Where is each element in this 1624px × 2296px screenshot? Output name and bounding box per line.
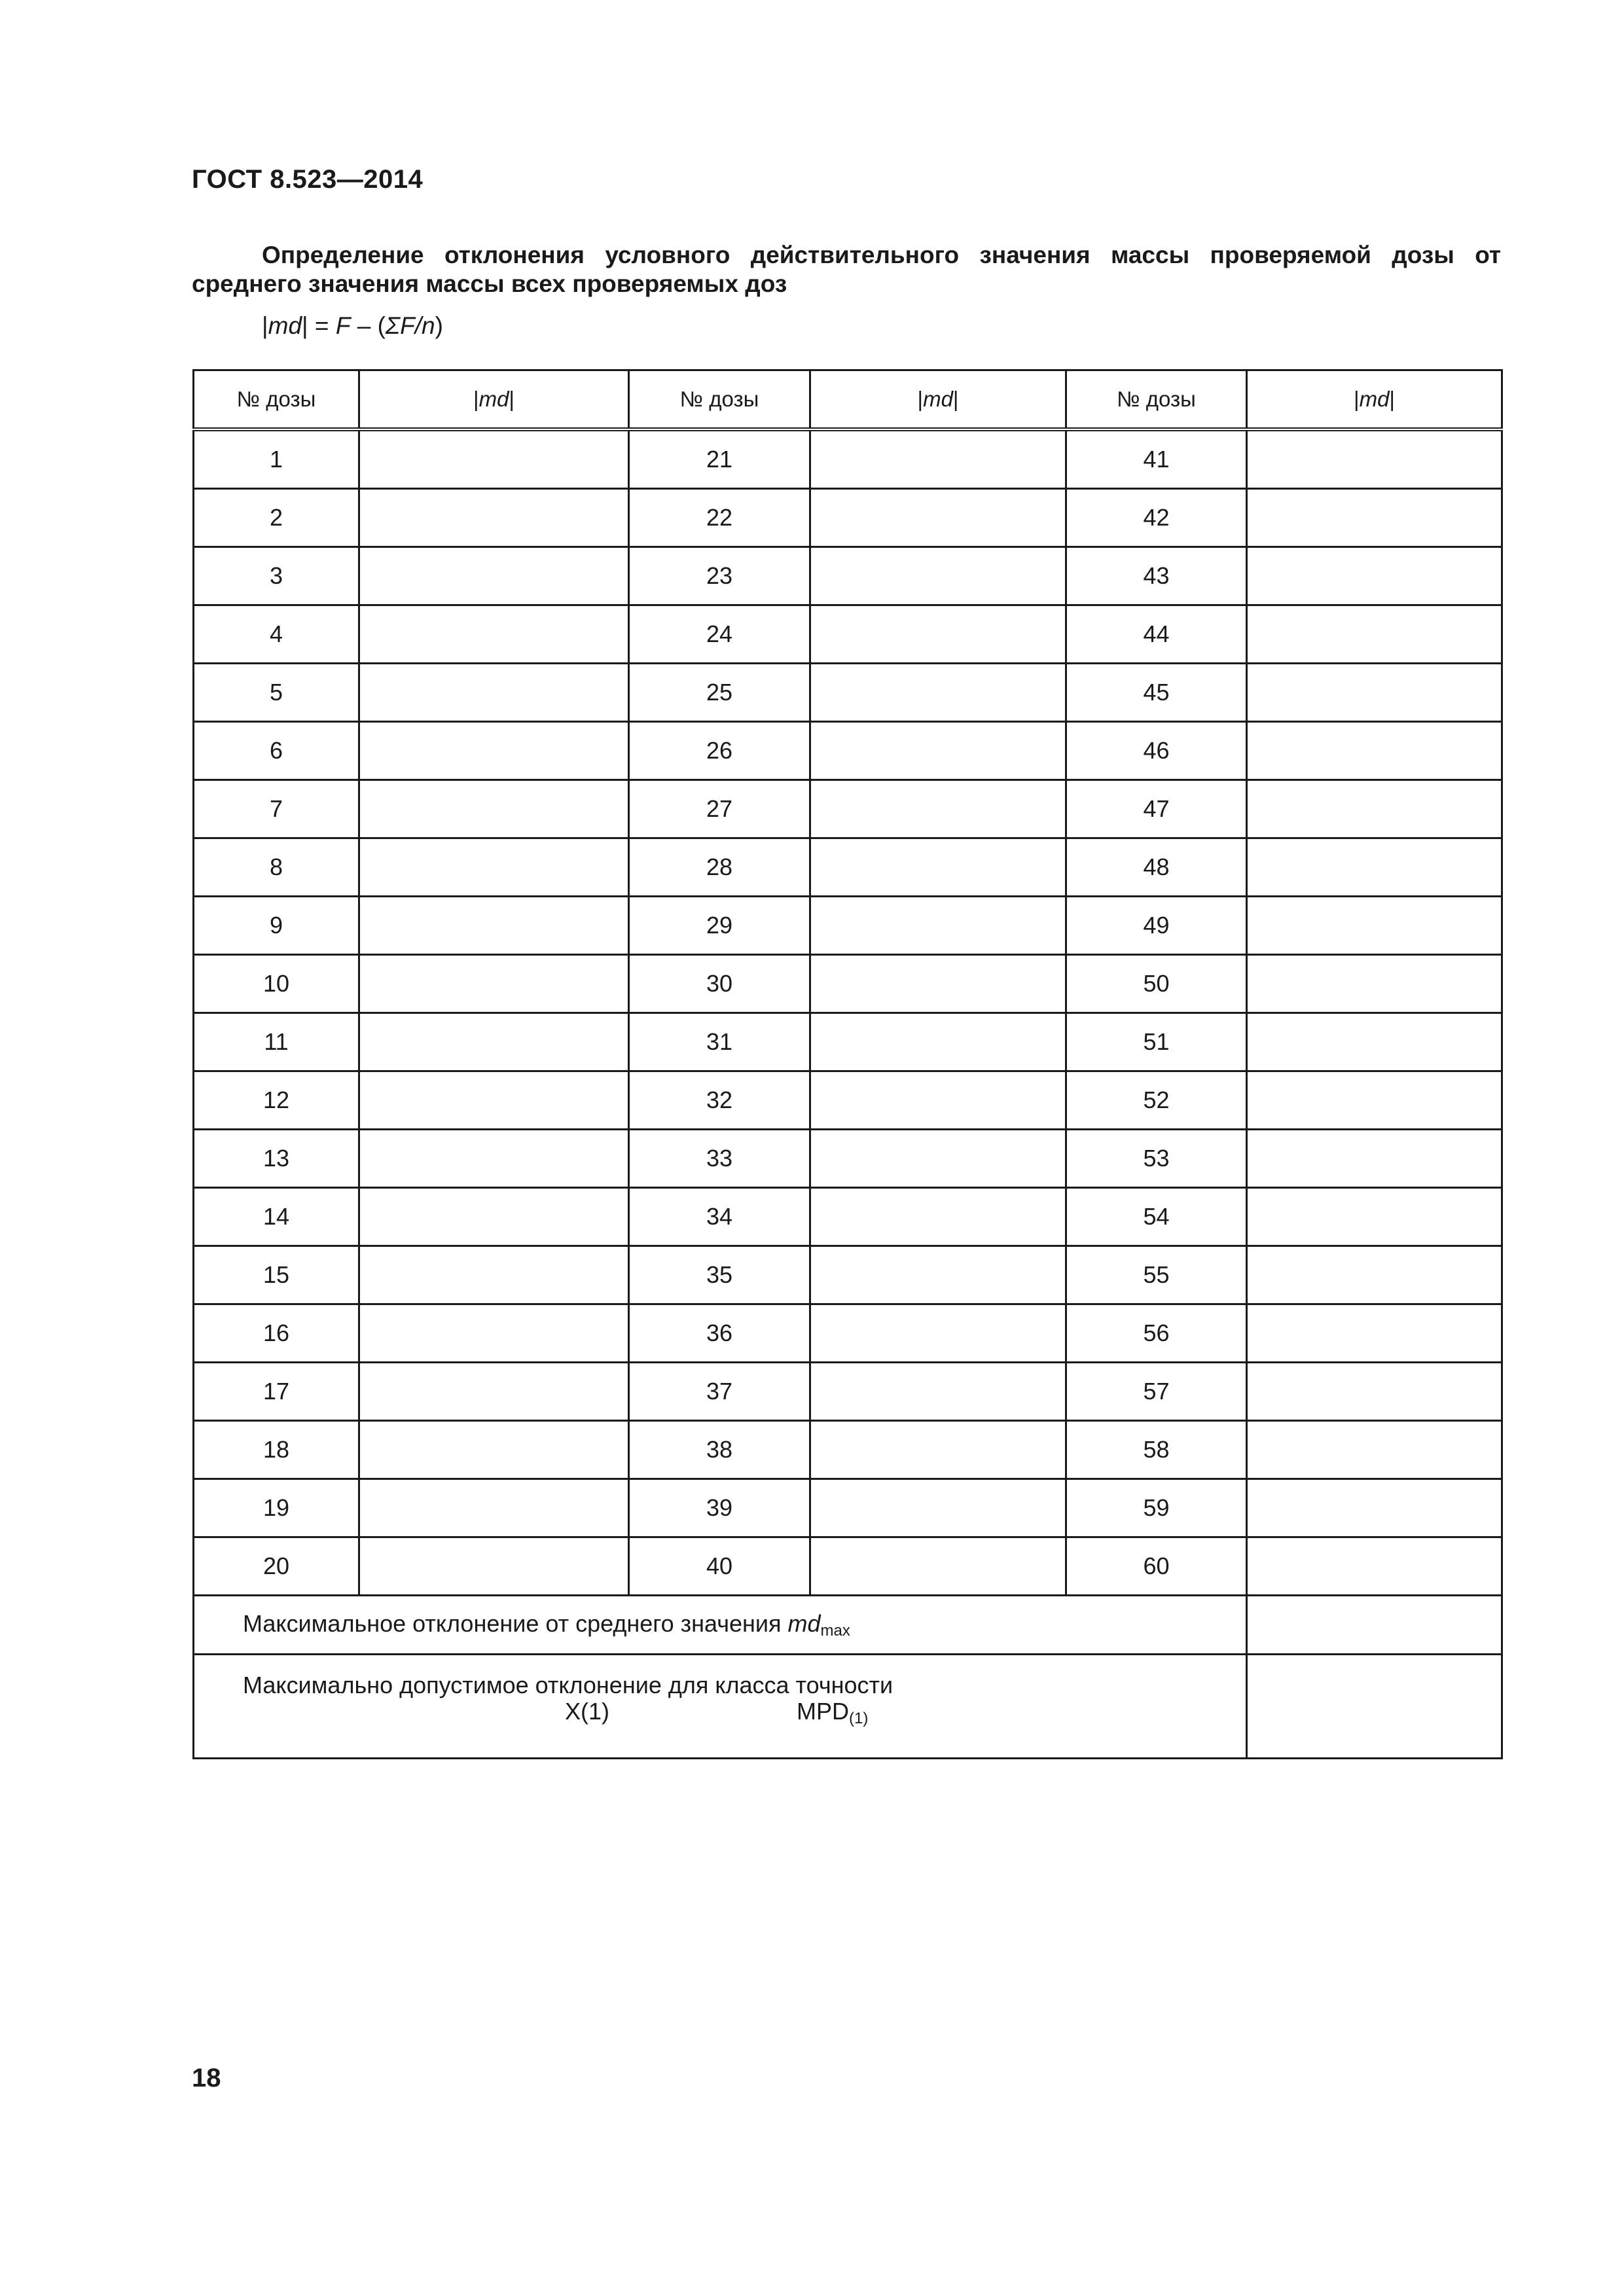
- dose-number-cell: 8: [194, 838, 359, 897]
- dose-number-cell: 50: [1066, 955, 1247, 1013]
- table-row: [194, 955, 1502, 1013]
- formula: |md| = F – (ΣF/n): [262, 312, 443, 339]
- dose-number-cell: 37: [629, 1363, 810, 1421]
- dose-number-cell: 11: [194, 1013, 359, 1071]
- md-value-cell[interactable]: [359, 547, 629, 605]
- md-value-cell[interactable]: [1247, 429, 1502, 489]
- md-value-cell[interactable]: [810, 1246, 1066, 1304]
- md-value-cell[interactable]: [359, 838, 629, 897]
- md-value-cell[interactable]: [359, 722, 629, 780]
- md-value-cell[interactable]: [1247, 1071, 1502, 1130]
- md-value-cell[interactable]: [359, 1130, 629, 1188]
- dose-number-cell: 43: [1066, 547, 1247, 605]
- md-value-cell[interactable]: [810, 1479, 1066, 1537]
- page-number: 18: [192, 2064, 221, 2092]
- dose-number-cell: 45: [1066, 664, 1247, 722]
- md-value-cell[interactable]: [1247, 1363, 1502, 1421]
- max-deviation-row: [194, 1596, 1502, 1655]
- md-value-cell[interactable]: [1247, 1013, 1502, 1071]
- dose-number-cell: 4: [194, 605, 359, 664]
- document-code: ГОСТ 8.523—2014: [192, 165, 424, 194]
- md-value-cell[interactable]: [1247, 489, 1502, 547]
- mpd-label-cell: [194, 1655, 1247, 1759]
- dose-number-cell: 51: [1066, 1013, 1247, 1071]
- dose-number-cell: 23: [629, 547, 810, 605]
- dose-number-cell: 18: [194, 1421, 359, 1479]
- dose-number-cell: 40: [629, 1537, 810, 1596]
- mpd-symbol: $MPD_{(1)}$: [797, 1698, 869, 1727]
- dose-number-cell: 34: [629, 1188, 810, 1246]
- dose-number-cell: 9: [194, 897, 359, 955]
- md-value-cell[interactable]: [810, 1130, 1066, 1188]
- md-value-cell[interactable]: [1247, 1246, 1502, 1304]
- md-value-cell[interactable]: [1247, 838, 1502, 897]
- dose-number-cell: 38: [629, 1421, 810, 1479]
- md-value-cell[interactable]: [1247, 605, 1502, 664]
- table-row: [194, 429, 1502, 489]
- table-row: [194, 1013, 1502, 1071]
- dose-number-cell: 15: [194, 1246, 359, 1304]
- md-value-cell[interactable]: [1247, 547, 1502, 605]
- md-value-cell[interactable]: [1247, 1188, 1502, 1246]
- md-value-cell[interactable]: [1247, 1130, 1502, 1188]
- dose-number-cell: 25: [629, 664, 810, 722]
- md-value-cell[interactable]: [359, 1421, 629, 1479]
- dose-number-cell: 29: [629, 897, 810, 955]
- dose-number-cell: 21: [629, 429, 810, 489]
- md-value-cell[interactable]: [1247, 1421, 1502, 1479]
- dose-number-cell: 30: [629, 955, 810, 1013]
- dose-number-cell: 17: [194, 1363, 359, 1421]
- md-value-cell[interactable]: [810, 1537, 1066, 1596]
- md-value-cell[interactable]: [810, 1013, 1066, 1071]
- table-row: [194, 1537, 1502, 1596]
- table-row: [194, 1363, 1502, 1421]
- dose-number-cell: 53: [1066, 1130, 1247, 1188]
- md-value-cell[interactable]: [810, 547, 1066, 605]
- table-row: [194, 897, 1502, 955]
- table-row: [194, 1188, 1502, 1246]
- dose-number-cell: 10: [194, 955, 359, 1013]
- dose-number-cell: 3: [194, 547, 359, 605]
- table-row: [194, 1479, 1502, 1537]
- md-value-cell[interactable]: [810, 955, 1066, 1013]
- dose-number-cell: 49: [1066, 897, 1247, 955]
- mpd-label: Максимально допустимое отклонение для класса точности: [243, 1672, 893, 1698]
- mpd-value-cell[interactable]: [1247, 1655, 1502, 1759]
- table-row: [194, 1246, 1502, 1304]
- md-value-cell[interactable]: [810, 838, 1066, 897]
- md-value-cell[interactable]: [359, 605, 629, 664]
- md-value-cell[interactable]: [359, 955, 629, 1013]
- md-value-cell[interactable]: [810, 605, 1066, 664]
- dose-number-cell: 32: [629, 1071, 810, 1130]
- md-value-cell[interactable]: [359, 489, 629, 547]
- md-value-cell[interactable]: [810, 780, 1066, 838]
- md-value-cell[interactable]: [359, 897, 629, 955]
- dose-number-cell: 2: [194, 489, 359, 547]
- dose-number-cell: 19: [194, 1479, 359, 1537]
- table-row: [194, 780, 1502, 838]
- md-value-cell[interactable]: [810, 722, 1066, 780]
- dose-number-cell: 60: [1066, 1537, 1247, 1596]
- dose-number-cell: 31: [629, 1013, 810, 1071]
- table-row: [194, 489, 1502, 547]
- table-row: [194, 547, 1502, 605]
- dose-number-cell: 56: [1066, 1304, 1247, 1363]
- dose-number-cell: 22: [629, 489, 810, 547]
- dose-number-cell: 52: [1066, 1071, 1247, 1130]
- dose-number-cell: 27: [629, 780, 810, 838]
- header-dose-number: № дозы: [1066, 370, 1247, 430]
- header-md: |md|: [1247, 370, 1502, 430]
- md-value-cell[interactable]: [810, 1188, 1066, 1246]
- md-value-cell[interactable]: [810, 897, 1066, 955]
- dose-number-cell: 14: [194, 1188, 359, 1246]
- md-value-cell[interactable]: [359, 1479, 629, 1537]
- table-row: [194, 722, 1502, 780]
- header-md: |md|: [810, 370, 1066, 430]
- dose-number-cell: 7: [194, 780, 359, 838]
- table-row: [194, 1071, 1502, 1130]
- dose-number-cell: 36: [629, 1304, 810, 1363]
- dose-number-cell: 24: [629, 605, 810, 664]
- max-deviation-value-cell[interactable]: [1247, 1596, 1502, 1655]
- md-value-cell[interactable]: [1247, 1537, 1502, 1596]
- dose-number-cell: 5: [194, 664, 359, 722]
- md-value-cell[interactable]: [1247, 1479, 1502, 1537]
- dose-number-cell: 26: [629, 722, 810, 780]
- md-value-cell[interactable]: [359, 664, 629, 722]
- accuracy-class-value: X(1): [565, 1698, 610, 1725]
- md-value-cell[interactable]: [359, 1537, 629, 1596]
- dose-number-cell: 54: [1066, 1188, 1247, 1246]
- dose-number-cell: 20: [194, 1537, 359, 1596]
- dose-number-cell: 44: [1066, 605, 1247, 664]
- dose-number-cell: 35: [629, 1246, 810, 1304]
- md-value-cell[interactable]: [810, 664, 1066, 722]
- dose-number-cell: 39: [629, 1479, 810, 1537]
- max-deviation-label: Максимальное отклонение от среднего значения $md_{max}$: [194, 1596, 1247, 1655]
- dose-number-cell: 6: [194, 722, 359, 780]
- dose-number-cell: 13: [194, 1130, 359, 1188]
- table-row: [194, 1421, 1502, 1479]
- md-value-cell[interactable]: [1247, 780, 1502, 838]
- dose-number-cell: 16: [194, 1304, 359, 1363]
- dose-number-cell: 48: [1066, 838, 1247, 897]
- dose-number-cell: 58: [1066, 1421, 1247, 1479]
- dose-number-cell: 42: [1066, 489, 1247, 547]
- dose-number-cell: 33: [629, 1130, 810, 1188]
- dose-number-cell: 41: [1066, 429, 1247, 489]
- header-dose-number: № дозы: [194, 370, 359, 430]
- md-value-cell[interactable]: [1247, 664, 1502, 722]
- dose-number-cell: 28: [629, 838, 810, 897]
- header-md: |md|: [359, 370, 629, 430]
- dose-number-cell: 12: [194, 1071, 359, 1130]
- md-value-cell[interactable]: [810, 1071, 1066, 1130]
- table-row: [194, 1304, 1502, 1363]
- md-value-cell[interactable]: [810, 1363, 1066, 1421]
- md-value-cell[interactable]: [1247, 1304, 1502, 1363]
- table-row: [194, 1130, 1502, 1188]
- dose-number-cell: 59: [1066, 1479, 1247, 1537]
- table-header-row: [194, 370, 1502, 430]
- md-value-cell[interactable]: [810, 429, 1066, 489]
- dose-number-cell: 47: [1066, 780, 1247, 838]
- table-row: [194, 838, 1502, 897]
- dose-number-cell: 46: [1066, 722, 1247, 780]
- md-value-cell[interactable]: [810, 1421, 1066, 1479]
- md-value-cell[interactable]: [1247, 722, 1502, 780]
- dose-number-cell: 1: [194, 429, 359, 489]
- md-value-cell[interactable]: [359, 1304, 629, 1363]
- md-value-cell[interactable]: [359, 1013, 629, 1071]
- dose-number-cell: 57: [1066, 1363, 1247, 1421]
- mpd-row: [194, 1655, 1502, 1759]
- md-value-cell[interactable]: [1247, 897, 1502, 955]
- md-value-cell[interactable]: [359, 1188, 629, 1246]
- md-value-cell[interactable]: [810, 1304, 1066, 1363]
- table-row: [194, 664, 1502, 722]
- dose-number-cell: 55: [1066, 1246, 1247, 1304]
- deviation-table: [192, 369, 1503, 1759]
- intro-paragraph: Определение отклонения условного действительного значения массы проверяемой дозы от среднего значения массы всех проверяемых доз: [192, 242, 1501, 297]
- md-value-cell[interactable]: [359, 1071, 629, 1130]
- md-value-cell[interactable]: [359, 1246, 629, 1304]
- md-value-cell[interactable]: [359, 1363, 629, 1421]
- header-dose-number: № дозы: [629, 370, 810, 430]
- md-value-cell[interactable]: [359, 780, 629, 838]
- md-value-cell[interactable]: [1247, 955, 1502, 1013]
- md-value-cell[interactable]: [810, 489, 1066, 547]
- table-row: [194, 605, 1502, 664]
- md-value-cell[interactable]: [359, 429, 629, 489]
